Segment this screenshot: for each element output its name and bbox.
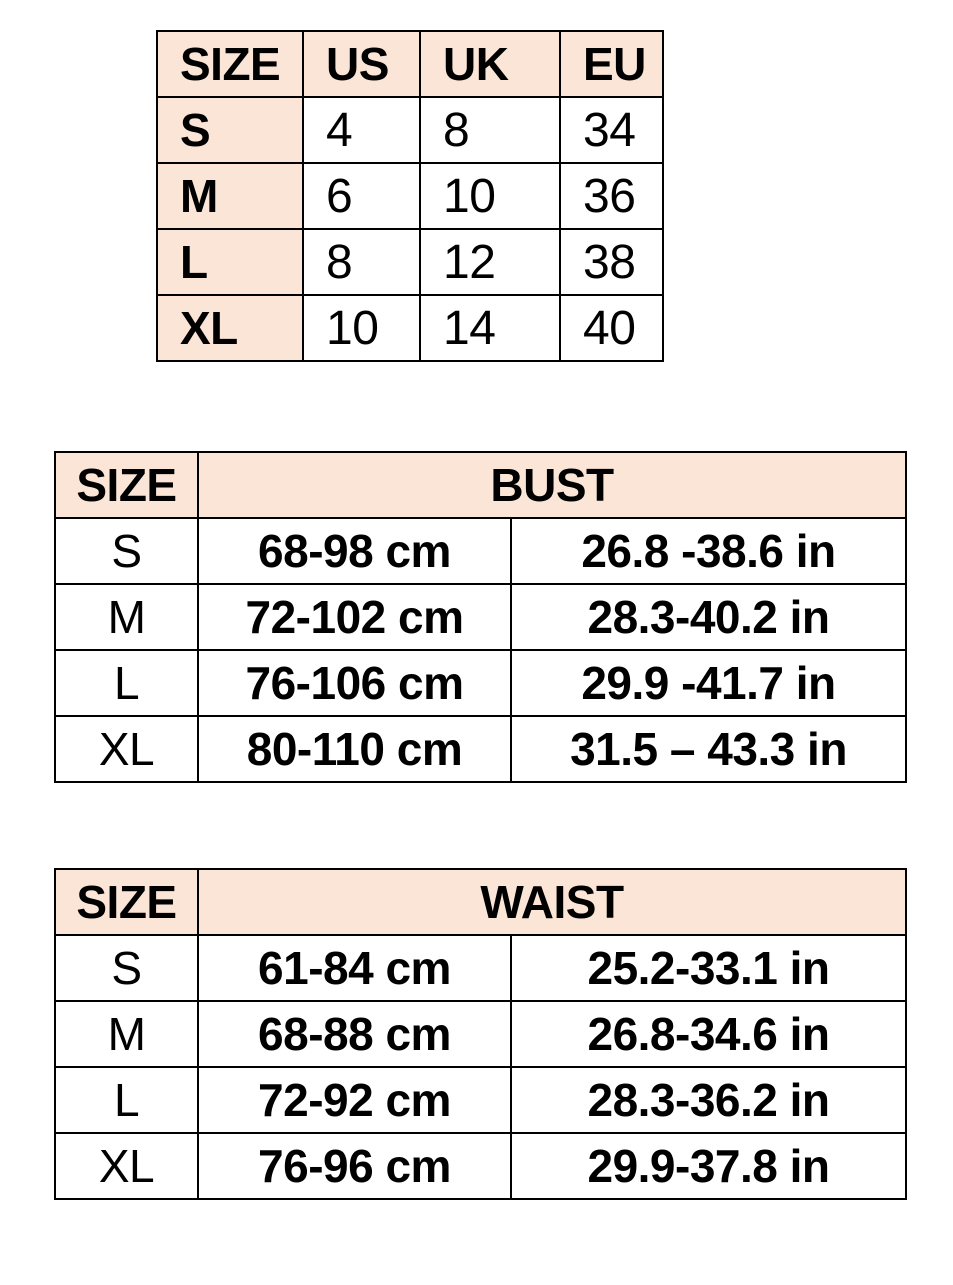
cm-cell: 76-106 cm [198,650,511,716]
us-cell: 8 [303,229,420,295]
size-conversion-table [156,30,664,362]
eu-cell: 34 [560,97,663,163]
size-cell: XL [157,295,303,361]
cm-cell: 68-98 cm [198,518,511,584]
table-row [157,295,663,361]
table-row [55,650,906,716]
bust-measurement-table [54,451,907,783]
size-header: SIZE [157,31,303,97]
uk-cell: 8 [420,97,560,163]
cm-cell: 80-110 cm [198,716,511,782]
in-cell: 28.3-40.2 in [511,584,906,650]
size-cell: L [55,1067,198,1133]
table-row [55,584,906,650]
in-cell: 31.5 – 43.3 in [511,716,906,782]
us-header: US [303,31,420,97]
in-cell: 25.2-33.1 in [511,935,906,1001]
bust-header: BUST [198,452,906,518]
us-cell: 10 [303,295,420,361]
uk-header: UK [420,31,560,97]
eu-cell: 36 [560,163,663,229]
size-cell: XL [55,716,198,782]
us-cell: 4 [303,97,420,163]
size-cell: M [55,1001,198,1067]
table-row [55,716,906,782]
in-cell: 29.9-37.8 in [511,1133,906,1199]
size-cell: M [157,163,303,229]
size-cell: S [55,518,198,584]
uk-cell: 12 [420,229,560,295]
waist-measurement-table [54,868,907,1200]
table-header-row [157,31,663,97]
table-header-row [55,452,906,518]
size-cell: M [55,584,198,650]
uk-cell: 14 [420,295,560,361]
in-cell: 26.8-34.6 in [511,1001,906,1067]
cm-cell: 72-92 cm [198,1067,511,1133]
size-cell: XL [55,1133,198,1199]
table-row [157,163,663,229]
eu-cell: 38 [560,229,663,295]
size-cell: L [55,650,198,716]
eu-cell: 40 [560,295,663,361]
size-cell: S [157,97,303,163]
size-cell: L [157,229,303,295]
in-cell: 29.9 -41.7 in [511,650,906,716]
size-header: SIZE [55,452,198,518]
table-row [157,97,663,163]
in-cell: 28.3-36.2 in [511,1067,906,1133]
us-cell: 6 [303,163,420,229]
table-row [55,1133,906,1199]
cm-cell: 68-88 cm [198,1001,511,1067]
table-row [55,1001,906,1067]
cm-cell: 72-102 cm [198,584,511,650]
table-row [55,1067,906,1133]
table-row [55,935,906,1001]
cm-cell: 61-84 cm [198,935,511,1001]
table-row [157,229,663,295]
uk-cell: 10 [420,163,560,229]
table-header-row [55,869,906,935]
waist-header: WAIST [198,869,906,935]
size-header: SIZE [55,869,198,935]
table-row [55,518,906,584]
eu-header: EU [560,31,663,97]
cm-cell: 76-96 cm [198,1133,511,1199]
size-cell: S [55,935,198,1001]
in-cell: 26.8 -38.6 in [511,518,906,584]
